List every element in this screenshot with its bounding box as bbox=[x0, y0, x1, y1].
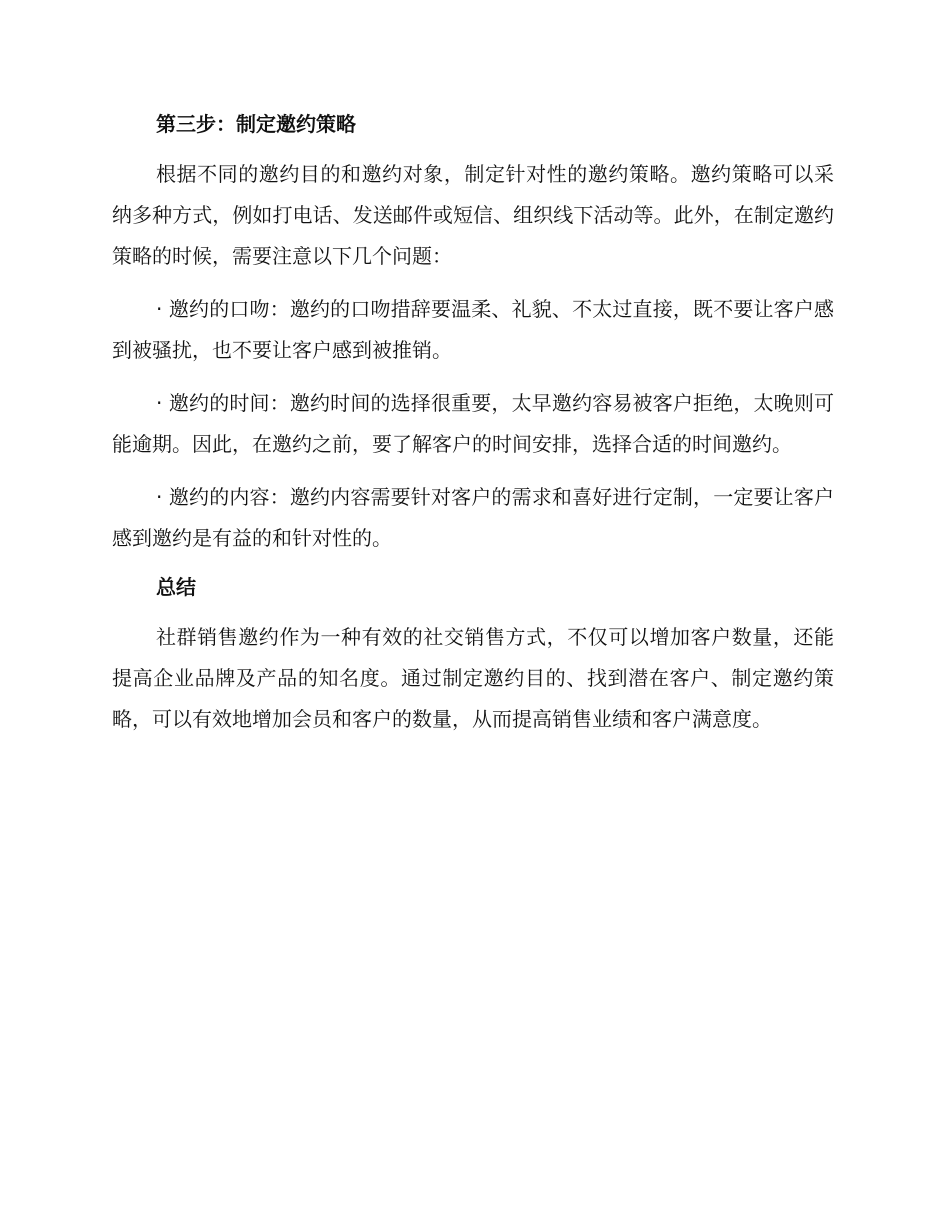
document-page bbox=[112, 108, 834, 752]
paragraph-bullet-timing: · 邀约的时间：邀约时间的选择很重要，太早邀约容易被客户拒绝，太晚则可能逾期。因此，在邀约之前，要了解客户的时间安排，选择合适的时间邀约。 bbox=[112, 391, 834, 456]
paragraph-bullet-content: · 邀约的内容：邀约内容需要针对客户的需求和喜好进行定制，一定要让客户感到邀约是有益的和针对性的。 bbox=[112, 485, 834, 550]
section-heading-step3: 第三步：制定邀约策略 bbox=[156, 112, 356, 136]
paragraph-bullet-tone: · 邀约的口吻：邀约的口吻措辞要温柔、礼貌、不太过直接，既不要让客户感到被骚扰，也不要让客户感到被推销。 bbox=[112, 297, 834, 362]
section-heading-summary: 总结 bbox=[156, 575, 196, 599]
paragraph-strategy-intro: 根据不同的邀约目的和邀约对象，制定针对性的邀约策略。邀约策略可以采纳多种方式，例如打电话、发送邮件或短信、组织线下活动等。此外，在制定邀约策略的时候，需要注意以下几个问题： bbox=[112, 162, 834, 268]
paragraph-summary: 社群销售邀约作为一种有效的社交销售方式，不仅可以增加客户数量，还能提高企业品牌及产品的知名度。通过制定邀约目的、找到潜在客户、制定邀约策略，可以有效地增加会员和客户的数量，从而提高销售业绩和客户满意度。 bbox=[112, 625, 834, 731]
